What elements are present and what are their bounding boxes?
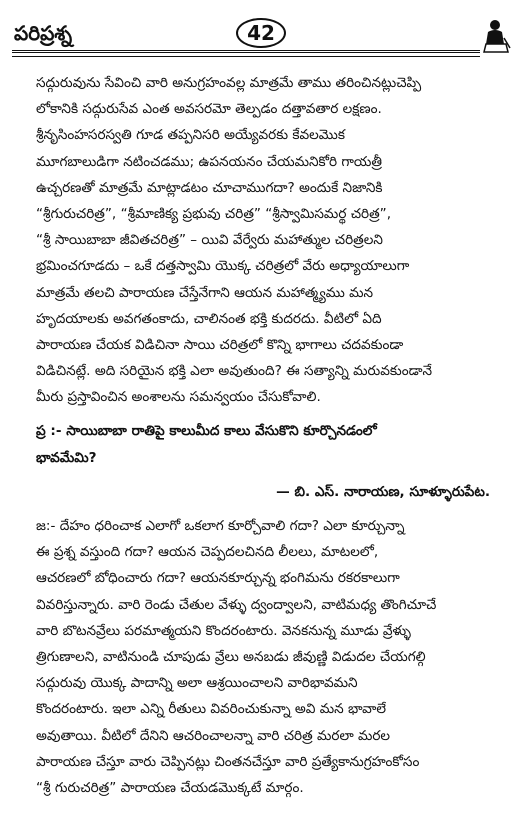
text-line: “శ్రీగురుచరిత్ర”, “శ్రీమాణిక్య ప్రభువు చరిత్ర” “శ్రీస్వామిసమర్థ చరిత్ర”, (36, 205, 392, 222)
book-title: పరిప్రశ్న (14, 21, 73, 45)
answer-line: సద్గురువు యొక్క పాదాన్ని అలా ఆశ్రయించాలని వారిభావమని (36, 675, 358, 692)
text-line: సద్గురువును సేవించి వారి అనుగ్రహంవల్ల మాత్రమే తాము తరించినట్లుచెప్పి (36, 75, 422, 91)
answer-line: త్రిగుణాలని, వాటినుండి చూపుడు వ్రేలు అనబడు జీవుణ్ణి విడుదల చేయగల్గి (36, 648, 426, 665)
answer-line: వారి బొటనవ్రేలు పరమాత్మయని కొందరంటారు. వెనకనున్న మూడు వ్రేళ్ళు (36, 622, 411, 639)
text-line: పారాయణ చేయక విడిచినా సాయి చరిత్రలో కొన్ని భాగాలు చదవకుండా (36, 336, 404, 353)
answer-line: అవుతాయి. వీటిలో దేనిని ఆచరించాలన్నా వారి చరిత్ర మరలా మరల (36, 727, 391, 744)
answer-block (36, 513, 492, 801)
answer-line: వివరిస్తున్నారు. వారి రెండు చేతుల వేళ్ళు ద్వంద్వాలని, వాటిమధ్య తొంగిచూచే (36, 596, 437, 613)
answer-line: ఈ ప్రశ్న వస్తుంది గదా? ఆయన చెప్పదలచినది లీలలు, మాటలలో, (36, 544, 379, 561)
text-line: విడిచినట్లే. అది సరియైన భక్తి ఎలా అవుతుంది? ఈ సత్యాన్ని మరువకుండానే (36, 363, 433, 380)
answer-line: “శ్రీ గురుచరిత్ర” పారాయణ చేయడమొక్కటే మార్గం. (36, 779, 304, 796)
text-line: మాత్రమే తలచి పారాయణ చేస్తేనేగాని ఆయన మహాత్మ్యము మన (36, 284, 374, 301)
text-line: లోకానికి సద్గురుసేవ ఎంత అవసరమో తెల్పడం దత్తావతార లక్షణం. (36, 101, 382, 118)
answer-line: పారాయణ చేస్తూ వారు చెప్పినట్లు చింతనచేస్తూ వారి ప్రత్యేకానుగ్రహంకోసం (36, 753, 420, 770)
text-line: మీరు ప్రస్తావించిన అంశాలను సమన్వయం చేసుకోవాలి. (36, 389, 321, 406)
text-line: హృదయాలకు అవగతంకాదు, చాలినంత భక్తి కుదరదు. వీటిలో ఏది (36, 310, 382, 327)
sai-figure-icon (482, 18, 512, 58)
text-line: శ్రీనృసింహసరస్వతి గూడ తప్పనిసరి అయ్యేవరకు కేవలమొక (36, 127, 345, 144)
question-line: ప్ర :- సాయిబాబా రాతిపై కాలుమీద కాలు వేసుకొని కూర్చొనడంలో (36, 423, 377, 440)
text-line: “శ్రీ సాయిబాబా జీవితచరిత్ర” – యివి వేర్వేరు మహాత్ముల చరిత్రలని (36, 232, 383, 249)
page-number: 42 (236, 18, 286, 48)
page-header (0, 0, 520, 62)
text-line: భ్రమించగూడదు – ఒకే దత్తస్వామి యొక్క చరిత్రలో వేరు అధ్యాయాలుగా (36, 258, 410, 275)
page-body (36, 70, 492, 801)
question-author: — బి. ఎస్. నారాయణ, సూళ్ళూరుపేట. (276, 483, 490, 500)
text-line: మూగబాలుడిగా నటించడము; ఉపనయనం చేయమనికోరి గాయత్రీ (36, 153, 383, 170)
answer-line: జ:- దేహం ధరించాక ఎలాగో ఒకలాగ కూర్చోవాలి గదా? ఎలా కూర్చున్నా (36, 518, 405, 534)
header-rule (12, 50, 480, 53)
answer-line: ఆచరణలో బోధించారు గదా? ఆయనకూర్చున్న భంగిమను రకరకాలుగా (36, 570, 400, 587)
question-block (36, 418, 492, 470)
header-rule-thin (12, 56, 480, 57)
answer-line: కొందరంటారు. ఇలా ఎన్ని రీతులు వివరించుకున్నా అవి మన భావాలే (36, 701, 387, 718)
text-line: ఉచ్చరణతో మాత్రమే మాట్లాడటం చూచాముగదా? అందుకే నిజానికి (36, 179, 383, 196)
paragraph-intro (36, 70, 492, 410)
question-line: భావమేమి? (36, 449, 97, 466)
